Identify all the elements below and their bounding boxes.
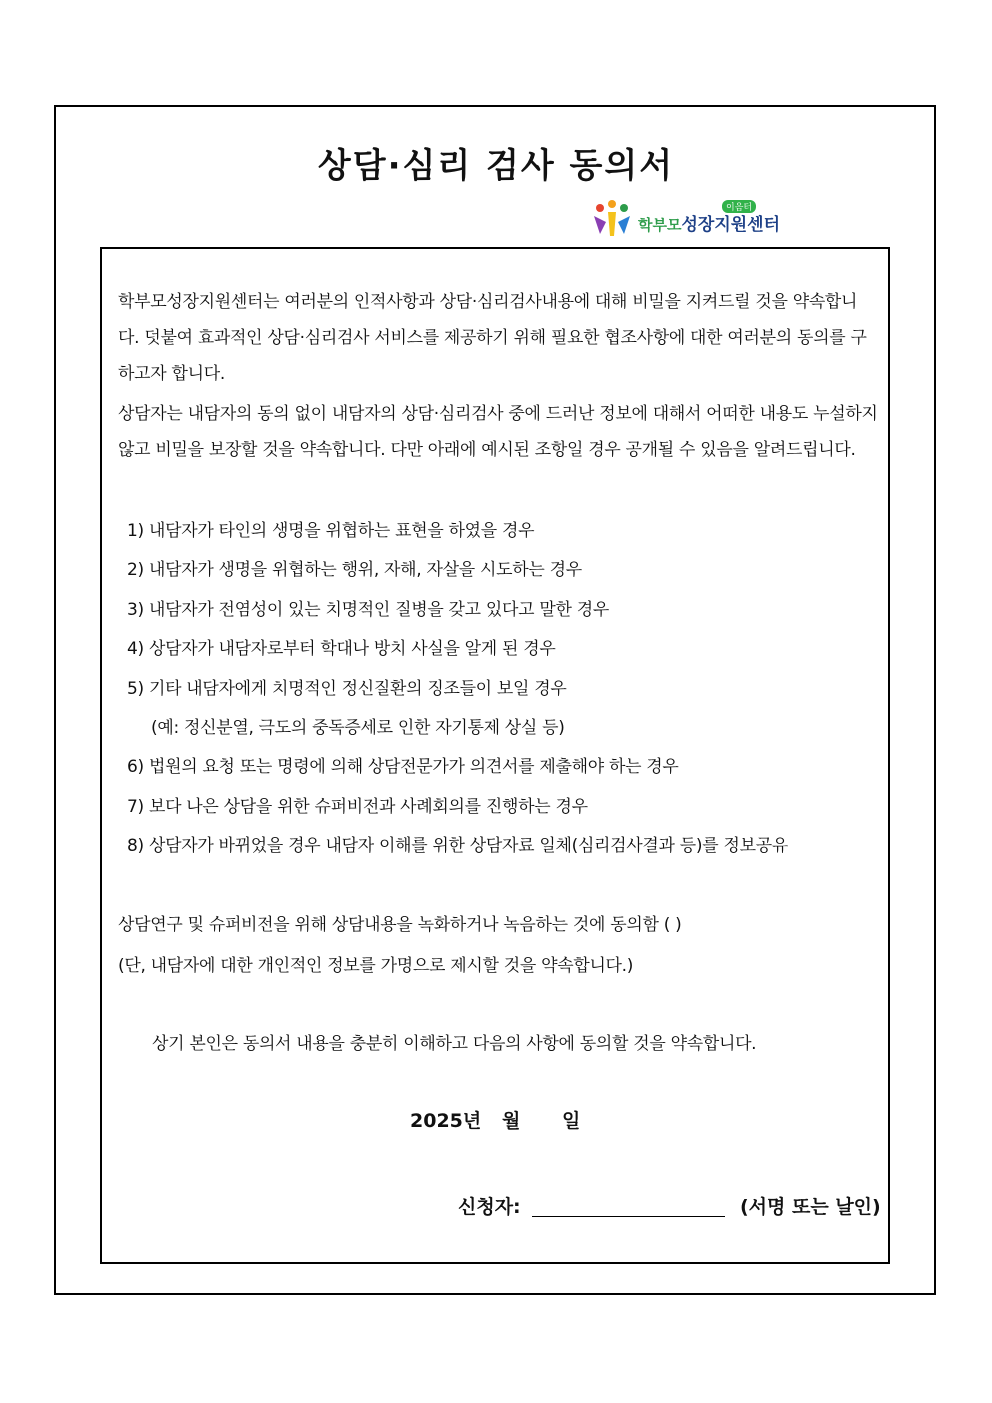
list-item: 1) 내담자가 타인의 생명을 위협하는 표현을 하였을 경우 — [127, 521, 535, 541]
signature-suffix: (서명 또는 날인) — [740, 1196, 881, 1218]
document-title: 상담·심리 검사 동의서 — [317, 146, 675, 186]
list-item-example: (예: 정신분열, 극도의 중독증세로 인한 자기통제 상실 등) — [151, 718, 565, 739]
signature-line[interactable] — [532, 1216, 725, 1217]
confidentiality-paragraph: 상담자는 내담자의 동의 없이 내담자의 상담·심리검사 중에 드러난 정보에 대해서 어떠한 내용도 누설하지 않고 비밀을 보장할 것을 약속합니다. 다만 아래에 예시된 조항일 경우 공개될 수 있음을 알려드립니다. — [118, 404, 878, 460]
logo-badge: 이음터 — [722, 200, 756, 213]
list-item: 4) 상담자가 내담자로부터 학대나 방치 사실을 알게 된 경우 — [127, 639, 556, 660]
date-year: 2025년 — [410, 1110, 482, 1132]
list-item: 3) 내담자가 전염성이 있는 치명적인 질병을 갖고 있다고 말한 경우 — [127, 599, 609, 620]
intro-paragraph: 학부모성장지원센터는 여러분의 인적사항과 상담·심리검사내용에 대해 비밀을 지켜드릴 것을 약속합니다. 덧붙여 효과적인 상담·심리검사 서비스를 제공하기 위해 필요한 협조사항에 대한 여러분의 동의를 구하고자 합니다. — [118, 292, 867, 384]
family-icon — [590, 198, 636, 240]
list-item: 8) 상담자가 바뀌었을 경우 내담자 이해를 위한 상담자료 일체(심리검사결과 등)를 정보공유 — [127, 836, 788, 857]
signature-label: 신청자: — [458, 1196, 521, 1218]
date-month: 월 — [502, 1110, 521, 1132]
logo-wordmark — [638, 210, 780, 235]
agreement-statement: 상기 본인은 동의서 내용을 충분히 이해하고 다음의 사항에 동의할 것을 약속합니다. — [152, 1034, 757, 1054]
logo-brand-b: 성장지원센터 — [681, 215, 781, 235]
list-item: 5) 기타 내담자에게 치명적인 정신질환의 징조들이 보일 경우 — [127, 678, 567, 699]
list-item: 6) 법원의 요청 또는 명령에 의해 상담전문가가 의견서를 제출해야 하는 경우 — [127, 757, 679, 778]
date-day: 일 — [562, 1110, 581, 1132]
exception-list — [127, 512, 788, 867]
logo-brand-a: 학부모 — [638, 216, 682, 234]
recording-consent: 상담연구 및 슈퍼비전을 위해 상담내용을 녹화하거나 녹음하는 것에 동의함 ( ) — [118, 915, 682, 935]
center-logo — [590, 198, 805, 240]
list-item: 2) 내담자가 생명을 위협하는 행위, 자해, 자살을 시도하는 경우 — [127, 560, 582, 581]
list-item: 7) 보다 나은 상담을 위한 슈퍼비전과 사례회의를 진행하는 경우 — [127, 796, 588, 817]
recording-note: (단, 내담자에 대한 개인적인 정보를 가명으로 제시할 것을 약속합니다.) — [118, 956, 634, 976]
